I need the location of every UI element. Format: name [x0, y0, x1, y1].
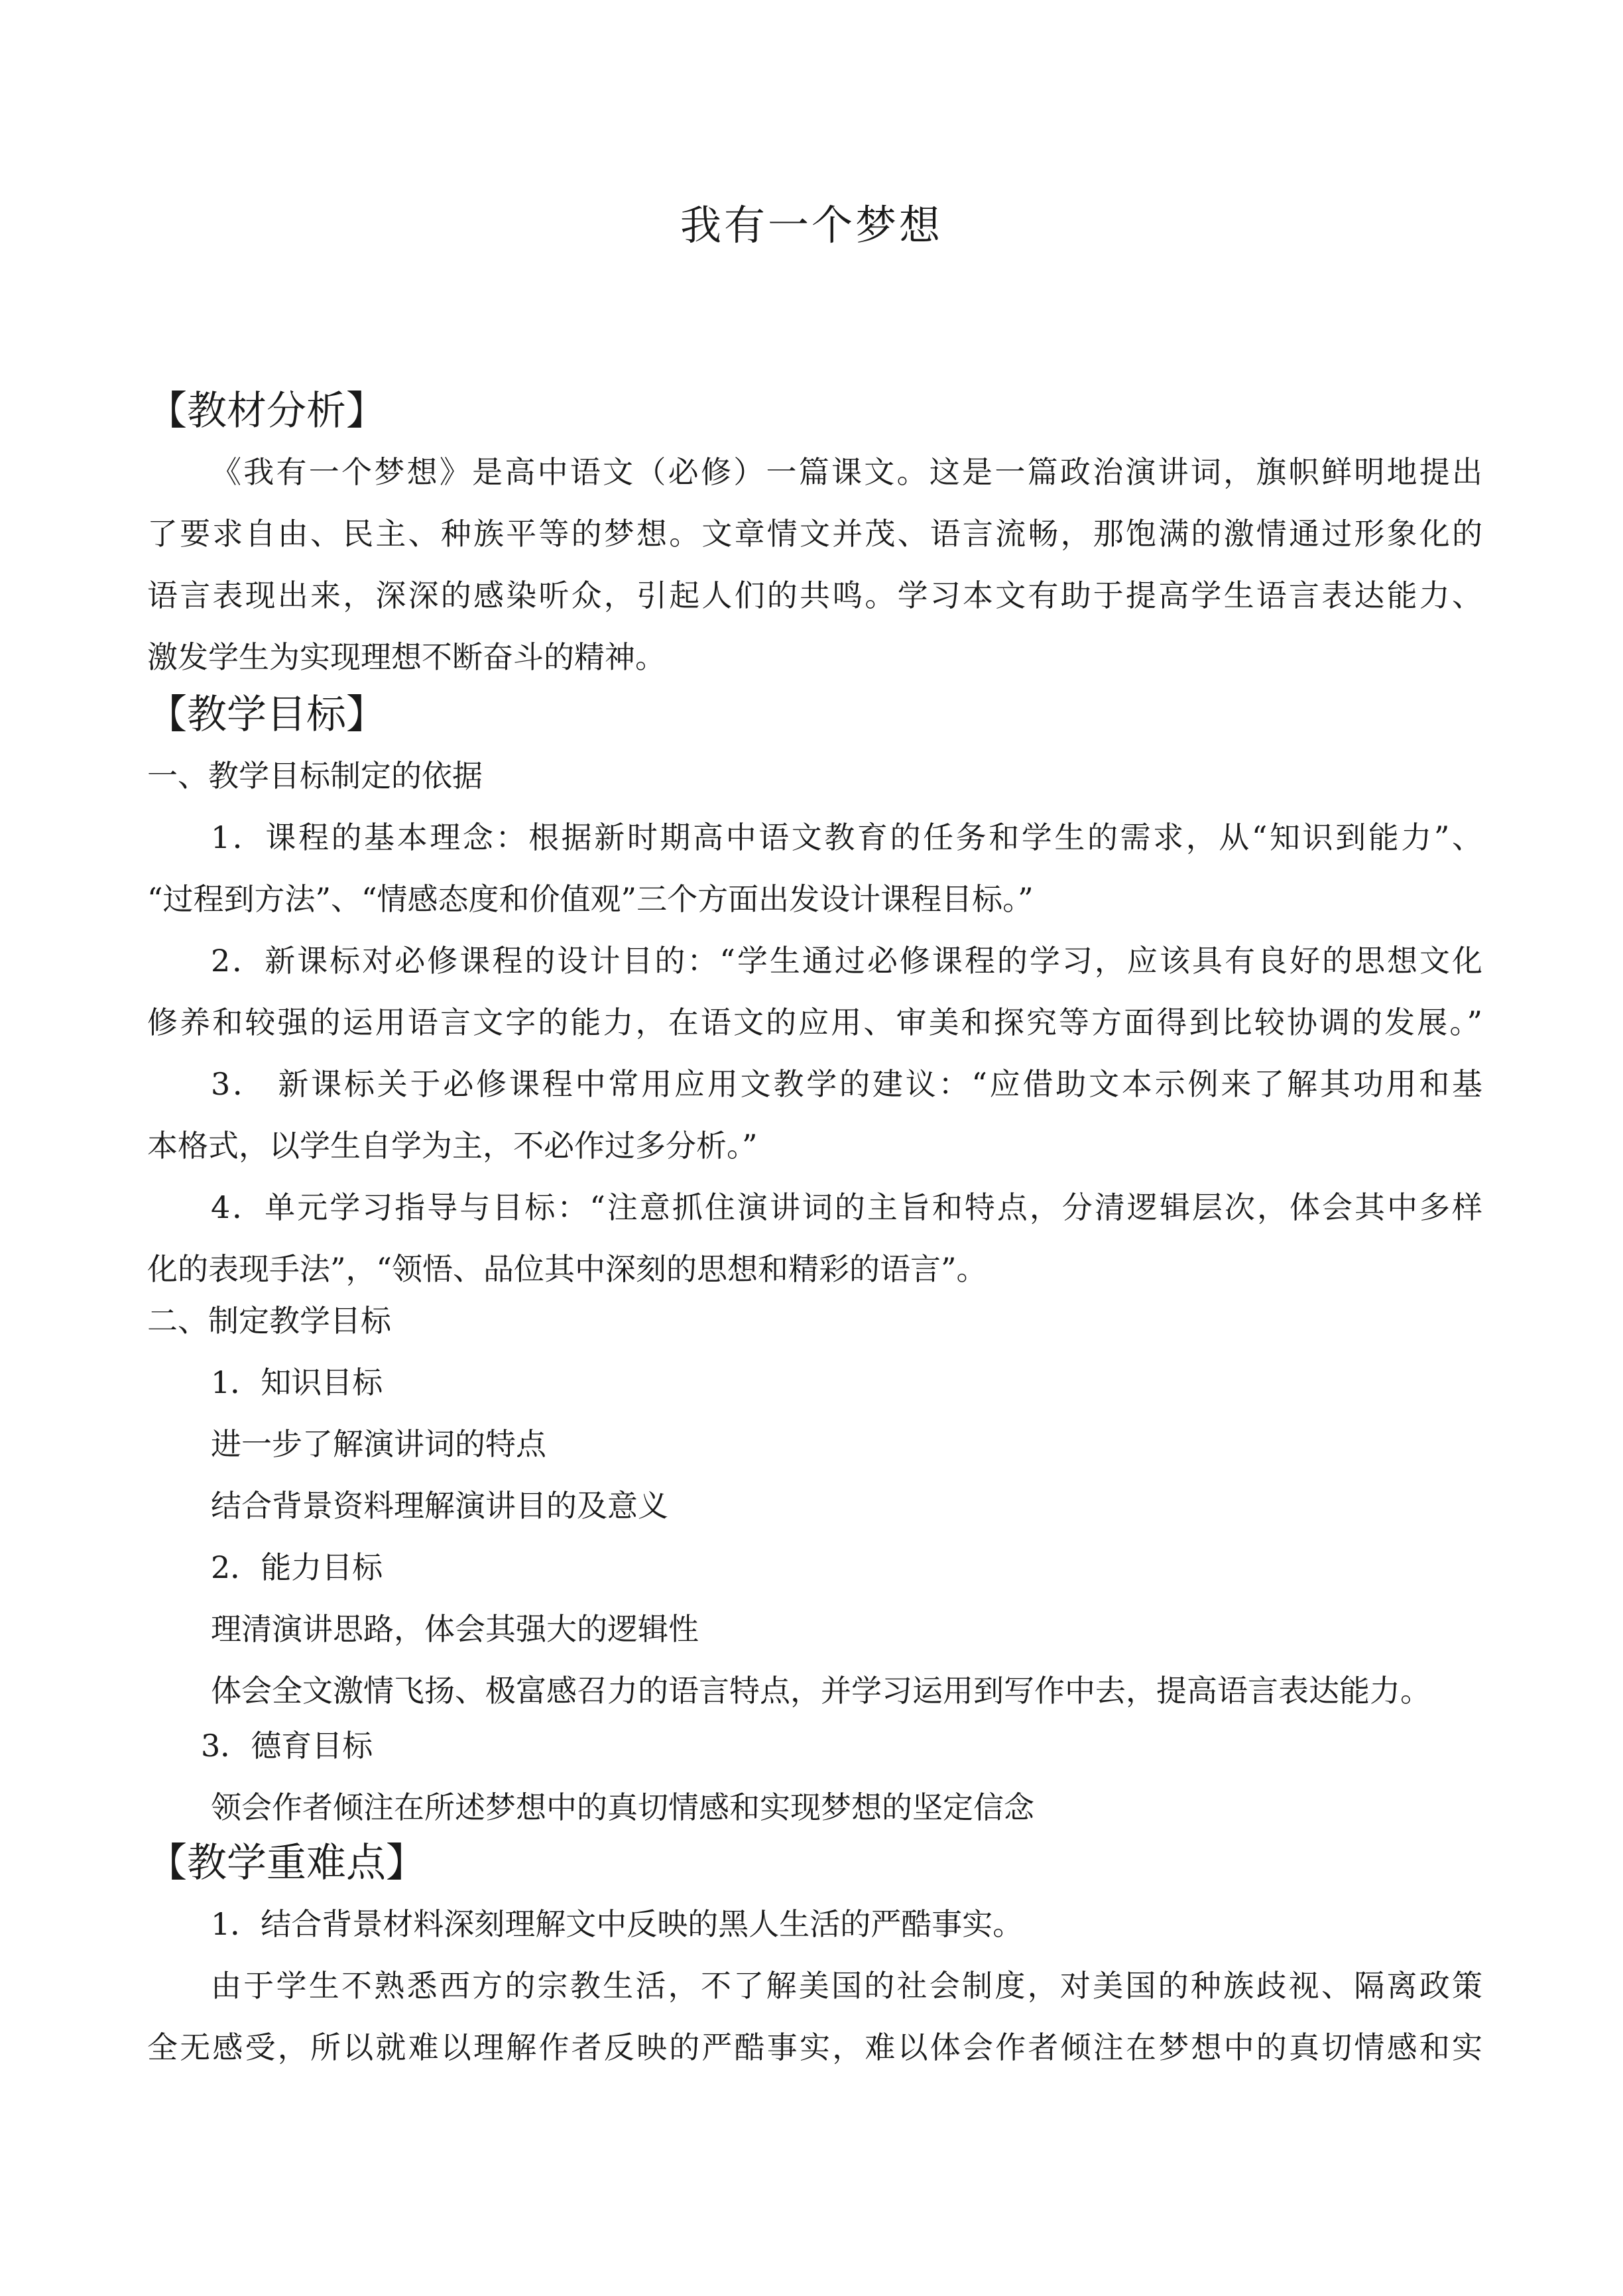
moral-item-1: 领会作者倾注在所述梦想中的真切情感和实现梦想的坚定信念	[211, 1789, 1034, 1825]
goals-p1-line-2: “过程到方法”、“情感态度和价值观”三个方面出发设计课程目标。”	[147, 881, 1034, 917]
analysis-line-4: 激发学生为实现理想不断奋斗的精神。	[147, 639, 666, 675]
difficulty-item-1: 1．结合背景材料深刻理解文中反映的黑人生活的严酷事实。	[211, 1906, 1024, 1942]
document-title: 我有一个梦想	[680, 201, 943, 249]
goals-part2-title: 二、制定教学目标	[147, 1303, 391, 1339]
section-heading-analysis: 【教材分析】	[147, 388, 386, 434]
goals-p4-line-2: 化的表现手法”，“领悟、品位其中深刻的思想和精彩的语言”。	[147, 1251, 987, 1287]
ability-item-2: 体会全文激情飞扬、极富感召力的语言特点，并学习运用到写作中去，提高语言表达能力。	[211, 1673, 1431, 1709]
knowledge-title: 1．知识目标	[211, 1364, 383, 1400]
section-heading-difficulties: 【教学重难点】	[147, 1840, 426, 1886]
goals-p3-line-2: 本格式，以学生自学为主，不必作过多分析。”	[147, 1128, 758, 1164]
goals-p4-line-1: 4．单元学习指导与目标：“注意抓住演讲词的主旨和特点，分清逻辑层次，体会其中多样	[211, 1189, 1482, 1225]
section-heading-goals: 【教学目标】	[147, 692, 386, 738]
goals-p2-line-2: 修养和较强的运用语言文字的能力，在语文的应用、审美和探究等方面得到比较协调的发展。”	[147, 1004, 1482, 1040]
difficulty-line-2: 全无感受，所以就难以理解作者反映的严酷事实，难以体会作者倾注在梦想中的真切情感和实	[147, 2029, 1482, 2065]
ability-item-1: 理清演讲思路，体会其强大的逻辑性	[211, 1611, 699, 1647]
analysis-line-2: 了要求自由、民主、种族平等的梦想。文章情文并茂、语言流畅，那饱满的激情通过形象化的	[147, 516, 1482, 552]
goals-part1-title: 一、教学目标制定的依据	[147, 758, 483, 794]
knowledge-item-2: 结合背景资料理解演讲目的及意义	[211, 1488, 668, 1524]
knowledge-item-1: 进一步了解演讲词的特点	[211, 1426, 546, 1462]
goals-p2-line-1: 2．新课标对必修课程的设计目的：“学生通过必修课程的学习，应该具有良好的思想文化	[211, 943, 1482, 979]
analysis-line-1: 《我有一个梦想》是高中语文（必修）一篇课文。这是一篇政治演讲词，旗帜鲜明地提出	[211, 454, 1482, 490]
goals-p1-line-1: 1．课程的基本理念：根据新时期高中语文教育的任务和学生的需求，从“知识到能力”、	[211, 819, 1482, 855]
difficulty-line-1: 由于学生不熟悉西方的宗教生活，不了解美国的社会制度，对美国的种族歧视、隔离政策	[211, 1968, 1482, 2004]
analysis-line-3: 语言表现出来，深深的感染听众，引起人们的共鸣。学习本文有助于提高学生语言表达能力、	[147, 577, 1482, 613]
moral-title: 3．德育目标	[201, 1728, 373, 1764]
goals-p3-line-1: 3． 新课标关于必修课程中常用应用文教学的建议：“应借助文本示例来了解其功用和基	[211, 1066, 1482, 1102]
ability-title: 2．能力目标	[211, 1549, 383, 1585]
